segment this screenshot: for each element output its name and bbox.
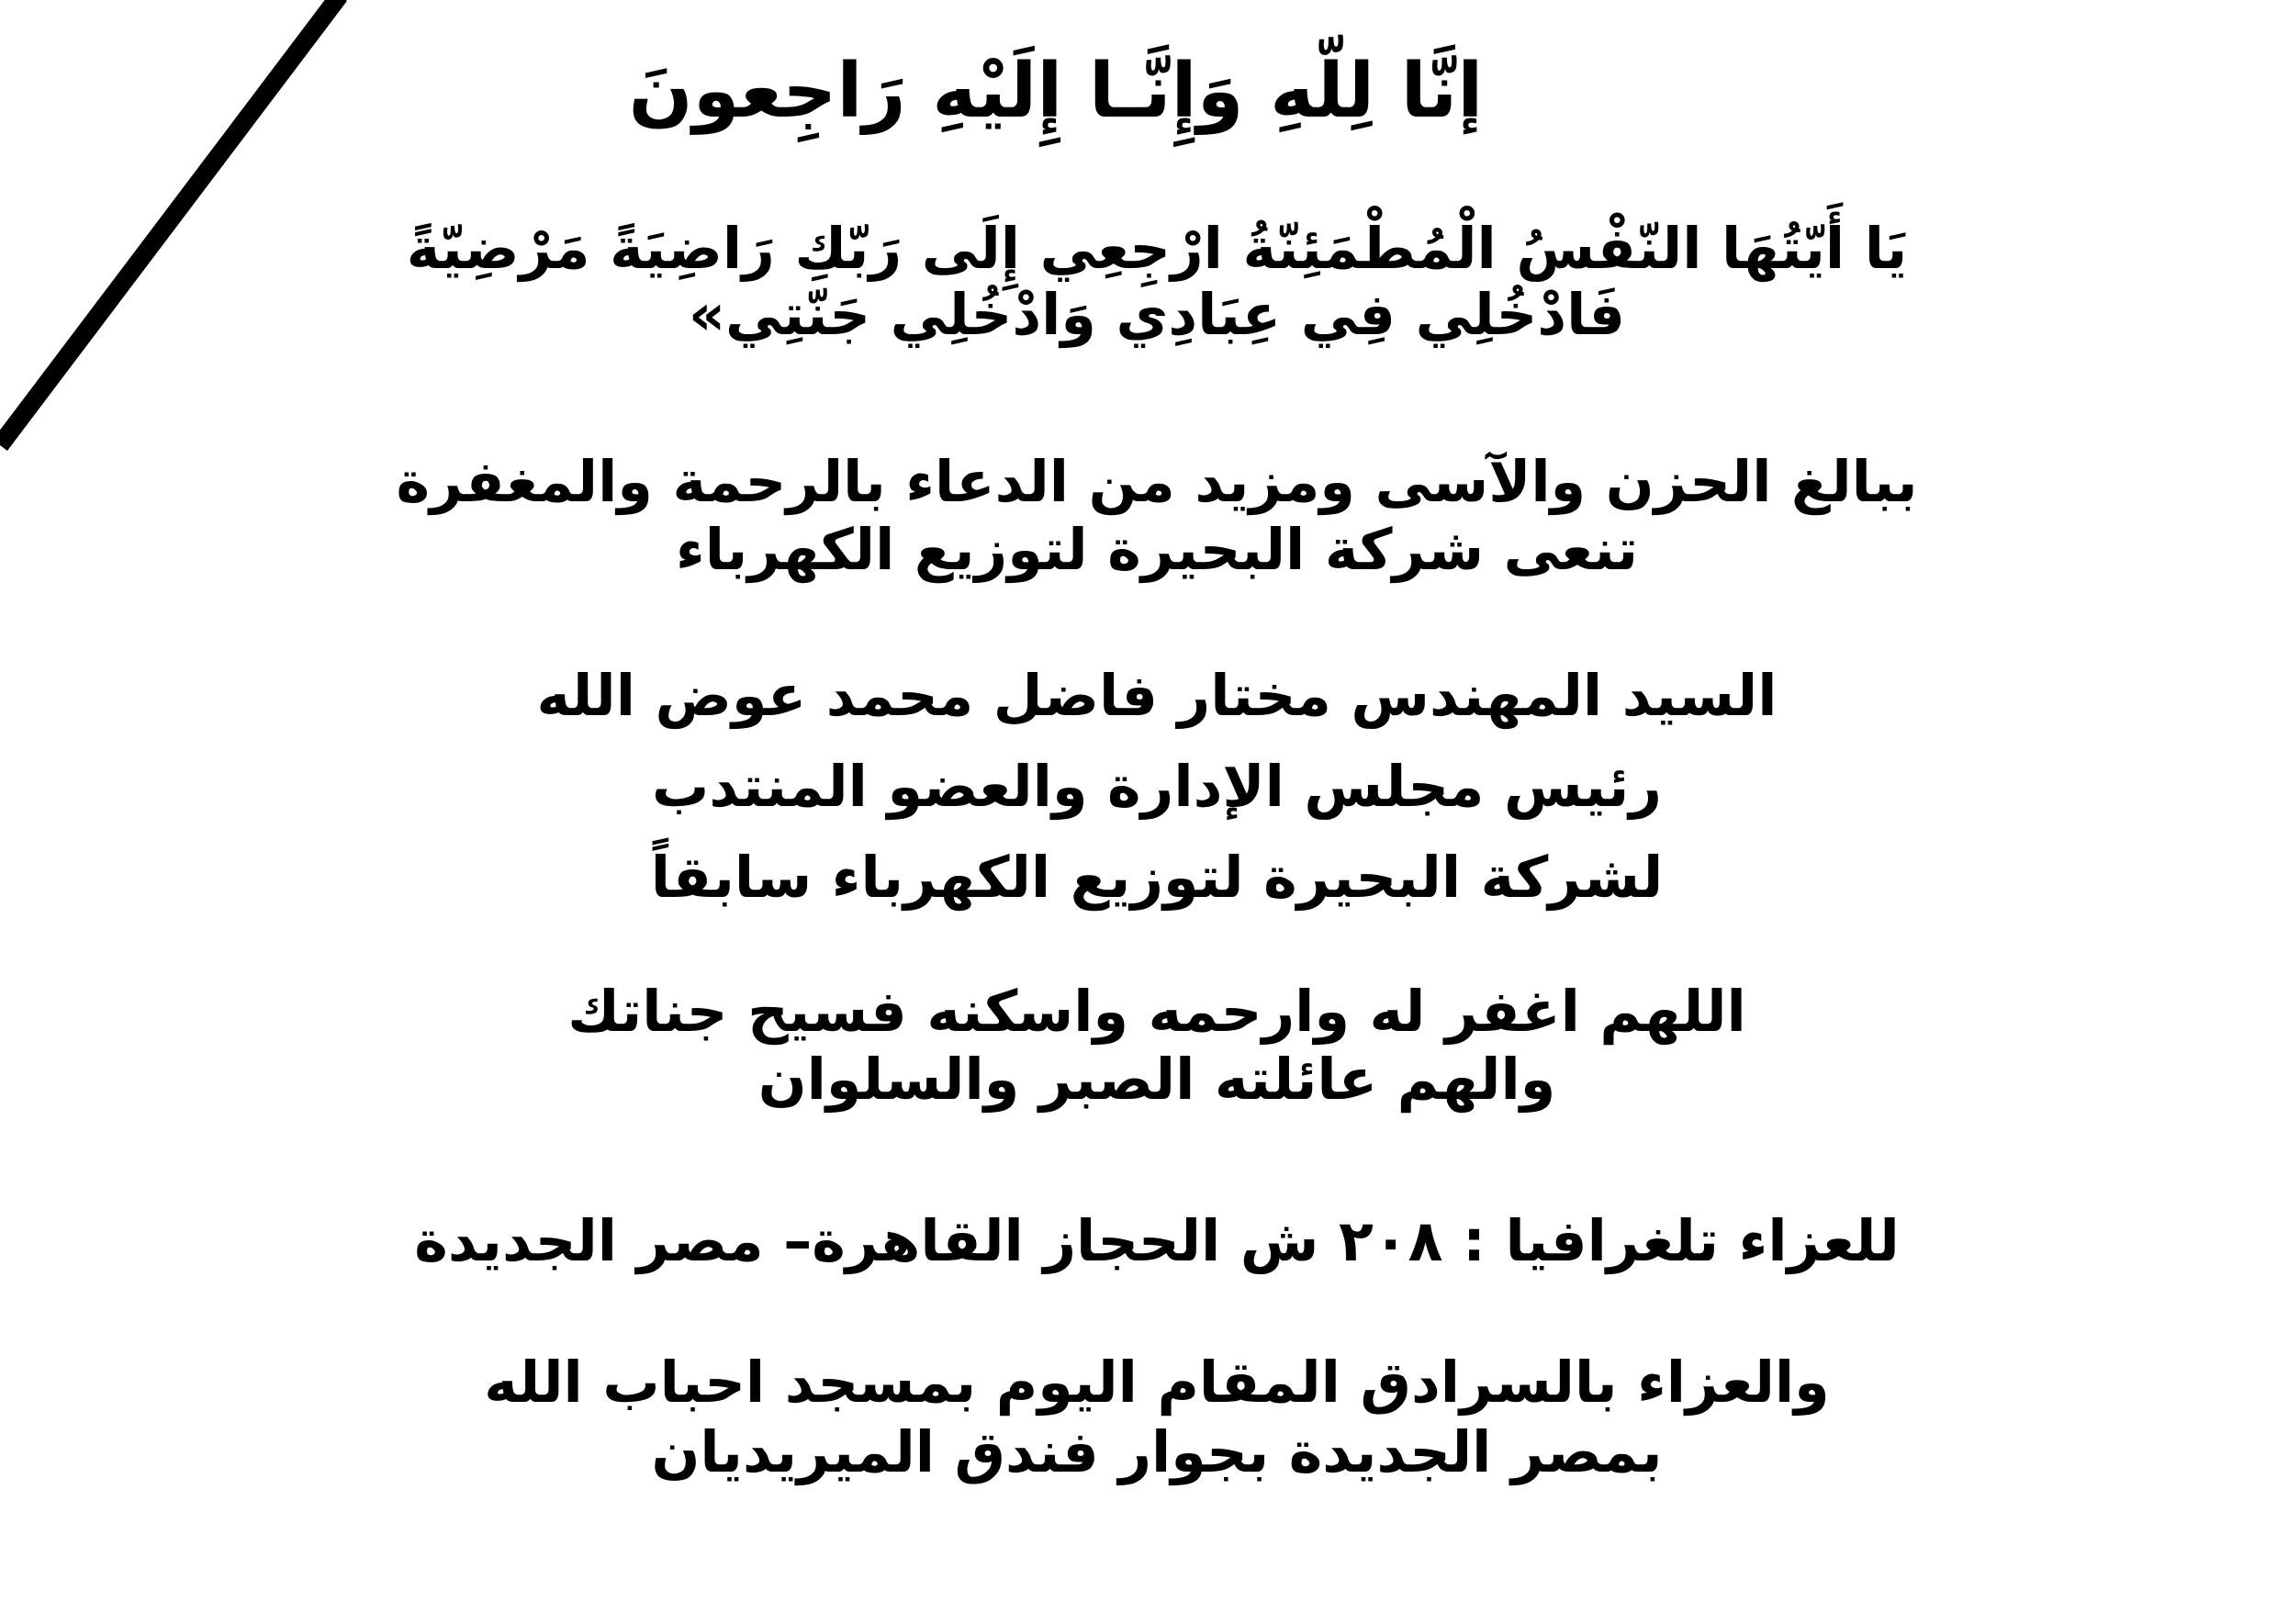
deceased-details [239,650,2075,923]
notice-title [459,41,1653,142]
prayer-line-1: اللهم اغفر له وارحمه واسكنه فسيح جناتك [567,978,1746,1045]
title-text: إنَّا لِلّهِ وَإِنَّـا إِلَيْهِ رَاجِعونَ [628,48,1484,135]
condolence-line-1: ببالغ الحزن والآسى ومزيد من الدعاء بالرحمة والمغفرة [396,448,1918,515]
venue-line-1: والعزاء بالسرادق المقام اليوم بمسجد احباب الله [484,1349,1830,1416]
deceased-company: لشركة البحيرة لتوزيع الكهرباء سابقاً [650,844,1664,911]
telegram-address [239,1204,2075,1278]
verse-line-1: يَا أَيّتُهَا النّفْسُ الْمُطْمَئِنّةُ ارْجِعِي إِلَى رَبّكِ رَاضِيَةً مَرْضِيّةً [406,215,1908,282]
quran-verse [239,216,2075,348]
address-line: للعزاء تلغرافيا : ٢٠٨ ش الحجاز القاهرة– مصر الجديدة [414,1207,1900,1274]
verse-line-2: فَادْخُلِي فِي عِبَادِي وَادْخُلِي جَنّتِي» [688,281,1626,348]
condolence-announcement [239,448,2075,584]
condolence-venue [239,1348,2075,1487]
prayer-line-2: والهم عائلته الصبر والسلوان [757,1046,1556,1113]
condolence-line-2: تنعى شركة البحيرة لتوزيع الكهرباء [676,516,1638,583]
venue-line-2: بمصر الجديدة بجوار فندق الميريديان [651,1418,1663,1485]
deceased-name: السيد المهندس مختار فاضل محمد عوض الله [536,662,1778,729]
prayer-text [239,978,2075,1114]
deceased-role: رئيس مجلس الإدارة والعضو المنتدب [652,753,1662,820]
